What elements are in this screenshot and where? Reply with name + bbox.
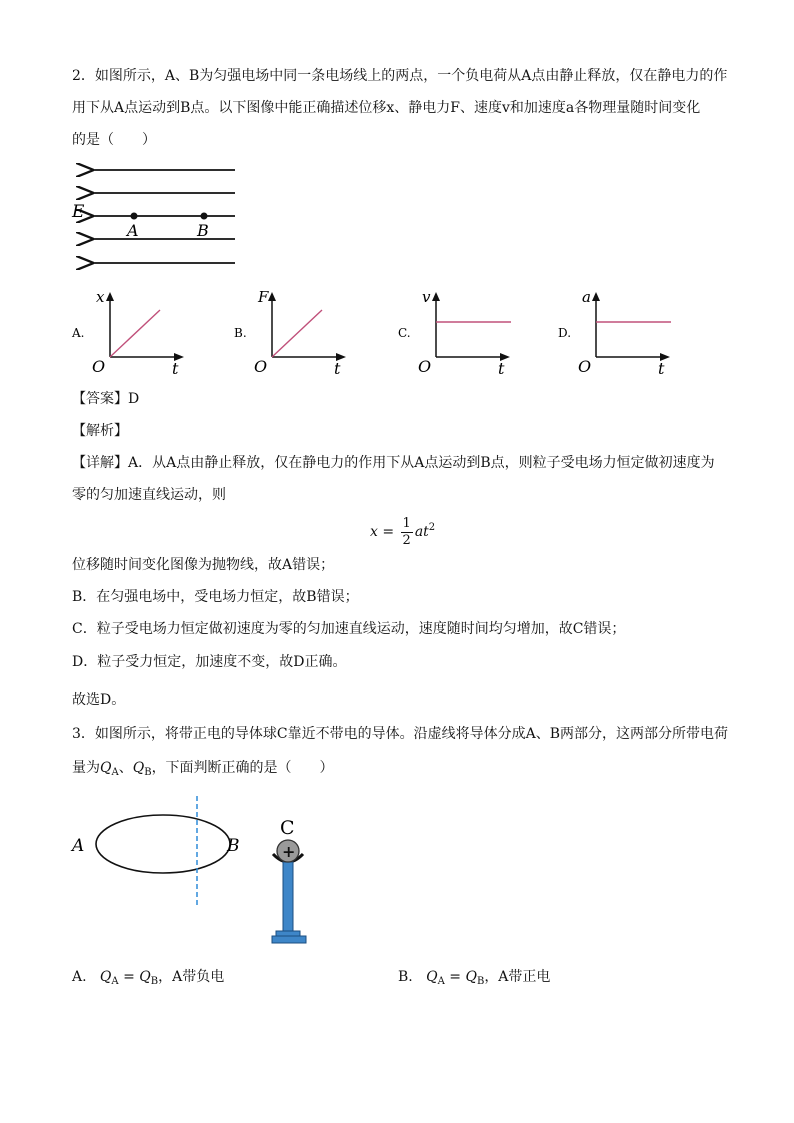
answer-line: 【答案】D — [72, 391, 140, 407]
q3-line-1: 3．如图所示，将带正电的导体球C靠近不带电的导体。沿虚线将导体分成A、B两部分，这两部分所带电荷 — [72, 726, 729, 742]
analysis-heading: 【解析】 — [72, 423, 128, 439]
electric-field-figure — [70, 160, 250, 275]
t-axis-label: t — [498, 359, 505, 376]
q2-line-1: 2．如图所示，A、B为匀强电场中同一条电场线上的两点，一个负电荷从A点由静止释放，仅在静电力的作 — [72, 68, 728, 84]
point-a-label: A — [127, 221, 139, 240]
q3-option-a[interactable]: A. $Q_A = Q_B$，A带负电 — [72, 969, 225, 987]
option-label: D. — [558, 326, 572, 340]
origin-label: O — [578, 357, 592, 376]
stand-base-top — [276, 931, 300, 936]
q2-line-3: 的是（ ） — [72, 132, 156, 148]
origin-label: O — [254, 357, 268, 376]
conclusion-line: 故选D。 — [72, 692, 126, 708]
origin-label: O — [92, 357, 106, 376]
t-axis-label: t — [658, 359, 665, 376]
option-label: A. — [72, 326, 85, 340]
conductor-ellipse — [96, 815, 230, 873]
detail-line-3: 位移随时间变化图像为抛物线，故A错误； — [72, 557, 335, 573]
graph-line — [110, 310, 160, 357]
q3-line-2: 量为$Q_A$、$Q_B$，下面判断正确的是（ ） — [72, 760, 334, 778]
option-a-graph[interactable] — [70, 284, 200, 380]
y-axis-arrow — [268, 292, 276, 301]
kinematics-formula: x = $\frac{1}{2}$ $at^2$ — [370, 515, 436, 548]
graph-line — [272, 310, 322, 357]
y-axis-label: F — [258, 288, 269, 306]
y-axis-arrow — [592, 292, 600, 301]
t-axis-label: t — [172, 359, 179, 376]
y-axis-arrow — [432, 292, 440, 301]
detail-line-2: 零的匀加速直线运动，则 — [72, 487, 226, 503]
option-b-graph[interactable] — [232, 284, 362, 380]
y-axis-label: a — [582, 288, 591, 306]
detail-line-4: B．在匀强电场中，受电场力恒定，故B错误； — [72, 589, 359, 605]
sphere-c-label: C — [280, 817, 295, 839]
option-label: B. — [234, 326, 247, 340]
y-axis-label: x — [96, 288, 105, 306]
insulating-stand-rod — [283, 862, 293, 932]
q2-line-2: 用下从A点运动到B点。以下图像中能正确描述位移x、静电力F、速度v和加速度a各物理量随时间变化 — [72, 100, 701, 116]
point-b-dot — [201, 213, 208, 220]
origin-label: O — [418, 357, 432, 376]
part-a-label: A — [72, 836, 85, 856]
stand-base — [272, 936, 306, 943]
part-b-label: B — [227, 836, 240, 856]
option-d-graph[interactable] — [556, 284, 686, 380]
option-label: C. — [398, 326, 411, 340]
point-a-dot — [131, 213, 138, 220]
detail-line-6: D．粒子受力恒定，加速度不变，故D正确。 — [72, 654, 347, 670]
conductor-figure — [66, 790, 326, 952]
point-b-label: B — [197, 221, 209, 240]
detail-line-5: C．粒子受电场力恒定做初速度为零的匀加速直线运动，速度随时间均匀增加，故C错误； — [72, 621, 626, 637]
y-axis-arrow — [106, 292, 114, 301]
option-c-graph[interactable] — [396, 284, 526, 380]
detail-line-1: 【详解】A．从A点由静止释放，仅在静电力的作用下从A点运动到B点，则粒子受电场力恒定做初速度为 — [72, 455, 715, 471]
field-label-e: E — [72, 202, 85, 222]
q3-option-b[interactable]: B. $Q_A = Q_B$，A带正电 — [398, 969, 551, 987]
plus-sign-icon: + — [282, 842, 296, 861]
y-axis-label: v — [422, 288, 431, 306]
t-axis-label: t — [334, 359, 341, 376]
